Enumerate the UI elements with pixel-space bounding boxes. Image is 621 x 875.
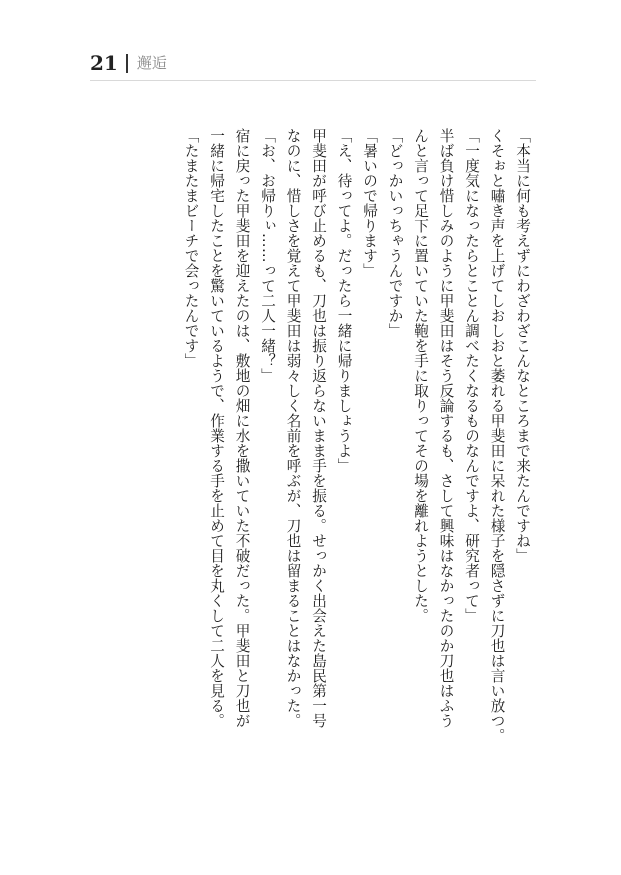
text-line: なのに、惜しさを覚えて甲斐田は弱々しく名前を呼ぶが、刀也は留まることはなかった。	[284, 128, 302, 728]
header-divider-bar	[126, 54, 128, 73]
text-line: 「本当に何も考えずにわざわざこんなところまで来たんですね」	[514, 128, 531, 563]
text-line: 「たまたまビーチで会ったんです」	[182, 128, 200, 368]
text-line: 半ば負け惜しみのように甲斐田はそう反論するも、さして興味はなかったのか刀也はふう	[437, 128, 455, 728]
text-line: 「どっかいっちゃうんですか」	[386, 128, 404, 338]
page-number: 21	[90, 51, 118, 75]
text-line: 一緒に帰宅したことを驚いているようで、作業する手を止めて目を丸くして二人を見る。	[208, 128, 225, 728]
text-line: くそぉと嘯き声を上げてしおしおと萎れる甲斐田に呆れた様子を隠さずに刀也は言い放つ。	[488, 128, 506, 743]
running-head	[90, 50, 167, 76]
text-line: 「お、お帰りぃ……って二人一緒？」	[259, 128, 276, 383]
text-line: 宿に戻った甲斐田を迎えたのは、敷地の畑に水を撒いていた不破だった。甲斐田と刀也が	[233, 128, 251, 728]
text-line: 「一度気になったらとことん調べたくなるものなんですよ、研究者って」	[463, 128, 480, 623]
chapter-title: 邂逅	[136, 53, 167, 72]
text-line: 「暑いので帰ります」	[361, 128, 378, 278]
text-line: 甲斐田が呼び止めるも、刀也は振り返らないまま手を振る。せっかく出会えた島民第一号	[310, 128, 327, 728]
text-line: んと言って足下に置いていた鞄を手に取りってその場を離れようとした。	[412, 128, 429, 623]
vertical-text-body	[178, 128, 535, 828]
text-line: 「え、待ってよ。だったら一緒に帰りましょうよ」	[335, 128, 353, 473]
header-rule	[90, 80, 536, 81]
